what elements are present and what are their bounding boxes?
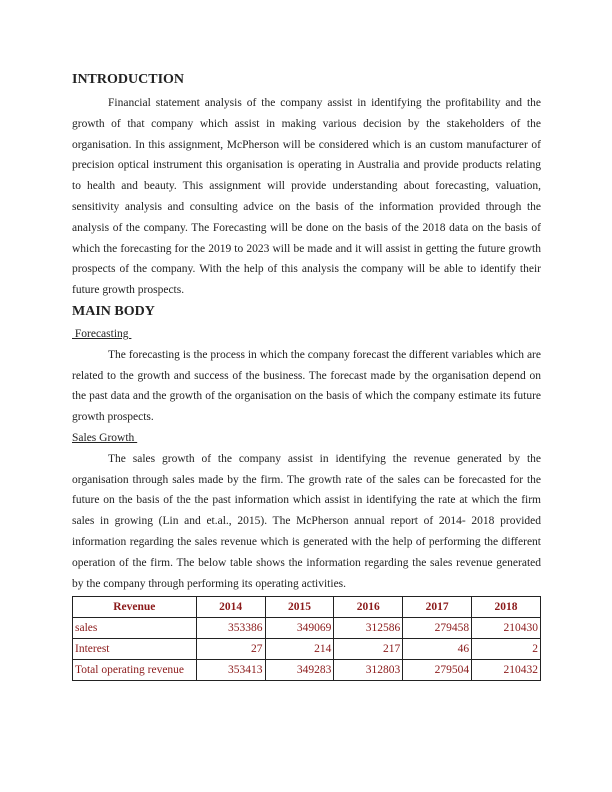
table-cell: 312586 xyxy=(334,618,403,639)
table-cell: 279504 xyxy=(403,660,472,681)
sales-growth-subheading: Sales Growth xyxy=(72,431,138,444)
table-cell: 353413 xyxy=(196,660,265,681)
introduction-paragraph: Financial statement analysis of the company assist in identifying the profitability and the growth of that company which assist in making various decision by the stakeholders of the organisation. In this assignment, McPherson will be considered which is an custom manufacturer of precision optical instrument this organisation is operating in Australia and provide products relating to health and beauty. This assignment will provide understanding about forecasting, valuation, sensitivity analysis and consulting advice on the basis of the information provided through the analysis of the company. The Forecasting will be done on the basis of the 2018 data on the basis of which the forecasting for the 2019 to 2023 will be made and it will assist in getting the future growth prospects of the company. With the help of this analysis the company will be able to identify their future growth prospects. xyxy=(72,97,541,297)
table-header-row xyxy=(73,597,541,618)
table-header-cell: 2015 xyxy=(265,597,334,618)
table-cell: 210432 xyxy=(472,660,541,681)
table-cell: Total operating revenue xyxy=(73,660,197,681)
table-row xyxy=(73,639,541,660)
table-cell: 214 xyxy=(265,639,334,660)
table-cell: 217 xyxy=(334,639,403,660)
table-cell: 349283 xyxy=(265,660,334,681)
table-header-cell: 2018 xyxy=(472,597,541,618)
table-header-cell: 2016 xyxy=(334,597,403,618)
introduction-heading: INTRODUCTION xyxy=(72,72,185,87)
main-body-heading: MAIN BODY xyxy=(72,303,155,319)
table-cell: 210430 xyxy=(472,618,541,639)
sales-growth-paragraph: The sales growth of the company assist in identifying the revenue generated by the organisation through sales made by the firm. The growth rate of the sales can be forecasted for the future on the basis of the the past information which assist in identifying the rate at which the firm sales in growing (Lin and et.al., 2015). The McPherson annual report of 2014- 2018 provided information regarding the sales revenue which is generated with the help of performing the different operation of the firm. The below table shows the information regarding the sales revenue generated by the company through performing its operating activities. xyxy=(72,452,541,590)
revenue-table xyxy=(72,596,541,681)
table-cell: 312803 xyxy=(334,660,403,681)
table-row xyxy=(73,660,541,681)
table-header-cell: 2017 xyxy=(403,597,472,618)
table-cell: 27 xyxy=(196,639,265,660)
table-cell: 46 xyxy=(403,639,472,660)
table-row xyxy=(73,618,541,639)
forecasting-paragraph: The forecasting is the process in which the company forecast the different variables which are related to the growth and success of the business. The forecast made by the organisation depend on the past data and the growth of the organisation on the basis of which the company estimate its future growth prospects. xyxy=(72,348,541,424)
table-cell: 2 xyxy=(472,639,541,660)
table-header-cell: 2014 xyxy=(196,597,265,618)
table-cell: 349069 xyxy=(265,618,334,639)
table-cell: 279458 xyxy=(403,618,472,639)
table-cell: sales xyxy=(73,618,197,639)
table-header-cell: Revenue xyxy=(73,597,197,618)
table-cell: 353386 xyxy=(196,618,265,639)
table-cell: Interest xyxy=(73,639,197,660)
document-page xyxy=(72,72,541,681)
forecasting-subheading: Forecasting xyxy=(72,327,132,340)
